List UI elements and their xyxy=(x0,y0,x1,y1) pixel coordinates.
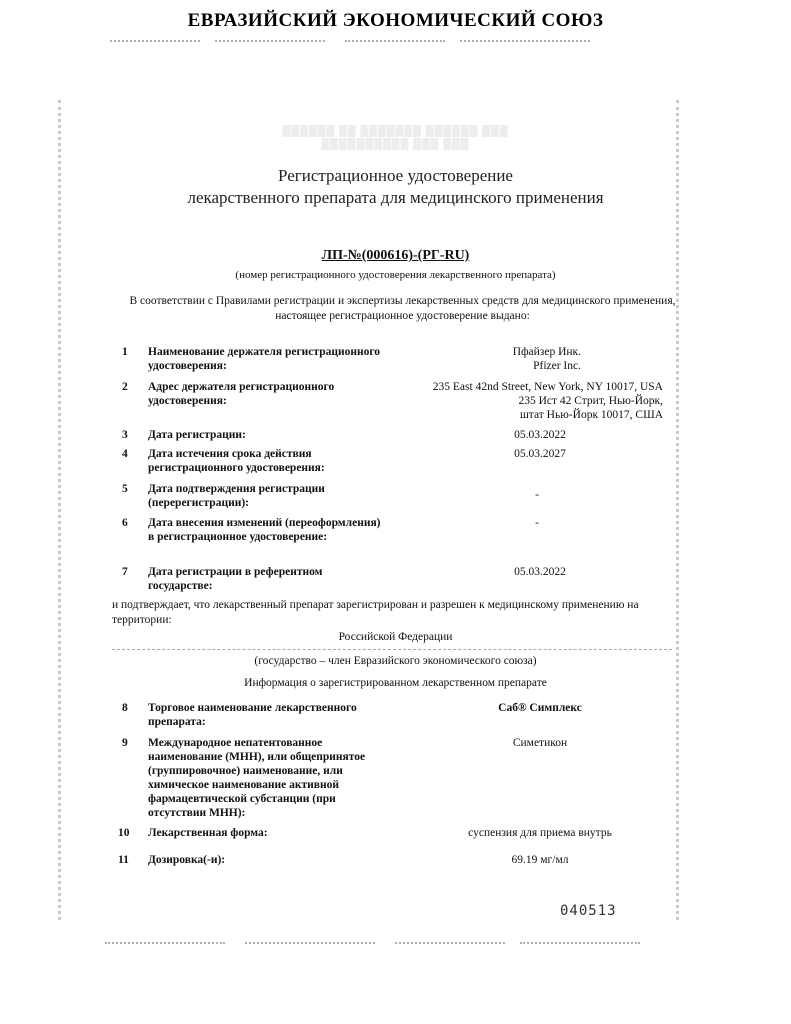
row-value: Симетикон xyxy=(512,737,568,749)
scan-noise xyxy=(215,40,325,56)
drug-info-title: Информация о зарегистрированном лекарственном препарате xyxy=(244,677,547,689)
scan-noise xyxy=(58,100,73,920)
row-number: 7 xyxy=(122,566,128,578)
row-value: - xyxy=(535,489,539,501)
row-number: 2 xyxy=(122,381,128,393)
row-number: 8 xyxy=(122,702,128,714)
row-value: 69.19 мг/мл xyxy=(511,854,569,866)
scan-noise xyxy=(245,942,375,958)
row-label: Наименование держателя регистрационного удостоверения: xyxy=(148,346,381,372)
value-line: Пфайзер Инк. xyxy=(512,346,581,358)
row-label: Дата регистрации: xyxy=(148,429,246,441)
row-value: 05.03.2027 xyxy=(514,448,566,460)
scan-noise xyxy=(520,942,640,958)
row-value: Саб® Симплекс xyxy=(498,702,582,714)
row-number: 11 xyxy=(118,854,129,866)
scan-noise xyxy=(345,40,445,56)
value-line: штат Нью-Йорк 10017, США xyxy=(519,409,663,421)
row-label: Дата истечения срока действия регистрационного удостоверения: xyxy=(148,448,325,474)
intro-text: В соответствии с Правилами регистрации и экспертизы лекарственных средств для медицинского применения, настоящее регистрационное удостоверение выдано: xyxy=(129,295,676,322)
form-serial-number: 040513 xyxy=(560,903,617,919)
row-number: 4 xyxy=(122,448,128,460)
country-name: Российской Федерации xyxy=(338,631,453,643)
scan-noise xyxy=(676,100,691,920)
certificate-title-line2: лекарственного препарата для медицинского применения xyxy=(187,188,604,207)
row-number: 9 xyxy=(122,737,128,749)
ministry-faded-text: ▒▒▒▒▒▒ ▒▒ ▒▒▒▒▒▒▒ ▒▒▒▒▒▒ ▒▒▒ ▒▒▒▒▒▒▒▒▒▒ ▒▒▒ ▒▒▒ xyxy=(282,125,509,150)
row-label: Торговое наименование лекарственного препарата: xyxy=(148,702,357,728)
row-number: 6 xyxy=(122,517,128,529)
row-label: Дозировка(-и): xyxy=(148,854,226,866)
row-value: 05.03.2022 xyxy=(514,566,566,578)
divider xyxy=(112,649,672,650)
country-caption: (государство – член Евразийского экономического союза) xyxy=(254,655,537,667)
row-value: - xyxy=(535,517,539,529)
scan-noise xyxy=(110,40,200,56)
row-value: 05.03.2022 xyxy=(514,429,566,441)
scan-noise xyxy=(395,942,505,958)
row-number: 3 xyxy=(122,429,128,441)
registration-number: ЛП-№(000616)-(РГ-RU) xyxy=(321,248,470,263)
row-label: Международное непатентованное наименование (МНН), или общепринятое (группировочное) наименование, или химическое наименование активной фармацевтической субстанции (при отсутствии МНН): xyxy=(148,737,366,819)
row-value xyxy=(381,345,581,373)
confirmation-text: и подтверждает, что лекарственный препарат зарегистрирован и разрешен к медицинскому применению на территории: xyxy=(112,599,639,626)
certificate-title-line1: Регистрационное удостоверение xyxy=(278,166,513,185)
registration-number-caption: (номер регистрационного удостоверения лекарственного препарата) xyxy=(235,269,556,281)
row-label: Адрес держателя регистрационного удостоверения: xyxy=(148,381,335,407)
row-label: Дата регистрации в референтном государстве: xyxy=(148,566,323,592)
union-title: ЕВРАЗИЙСКИЙ ЭКОНОМИЧЕСКИЙ СОЮЗ xyxy=(187,10,604,31)
value-line: Pfizer Inc. xyxy=(533,360,581,372)
value-line: 235 Ист 42 Стрит, Нью-Йорк, xyxy=(518,395,663,407)
scan-noise xyxy=(460,40,590,56)
row-label: Дата внесения изменений (переоформления) в регистрационное удостоверение: xyxy=(148,517,381,543)
scan-noise xyxy=(105,942,225,958)
row-number: 1 xyxy=(122,346,128,358)
row-label: Дата подтверждения регистрации (перерегистрации): xyxy=(148,483,325,509)
row-label: Лекарственная форма: xyxy=(148,827,268,839)
row-number: 10 xyxy=(118,827,130,839)
row-number: 5 xyxy=(122,483,128,495)
row-value xyxy=(373,380,663,422)
row-value: суспензия для приема внутрь xyxy=(468,827,612,839)
certificate-title xyxy=(0,165,791,209)
value-line: 235 East 42nd Street, New York, NY 10017, USA xyxy=(432,381,663,393)
